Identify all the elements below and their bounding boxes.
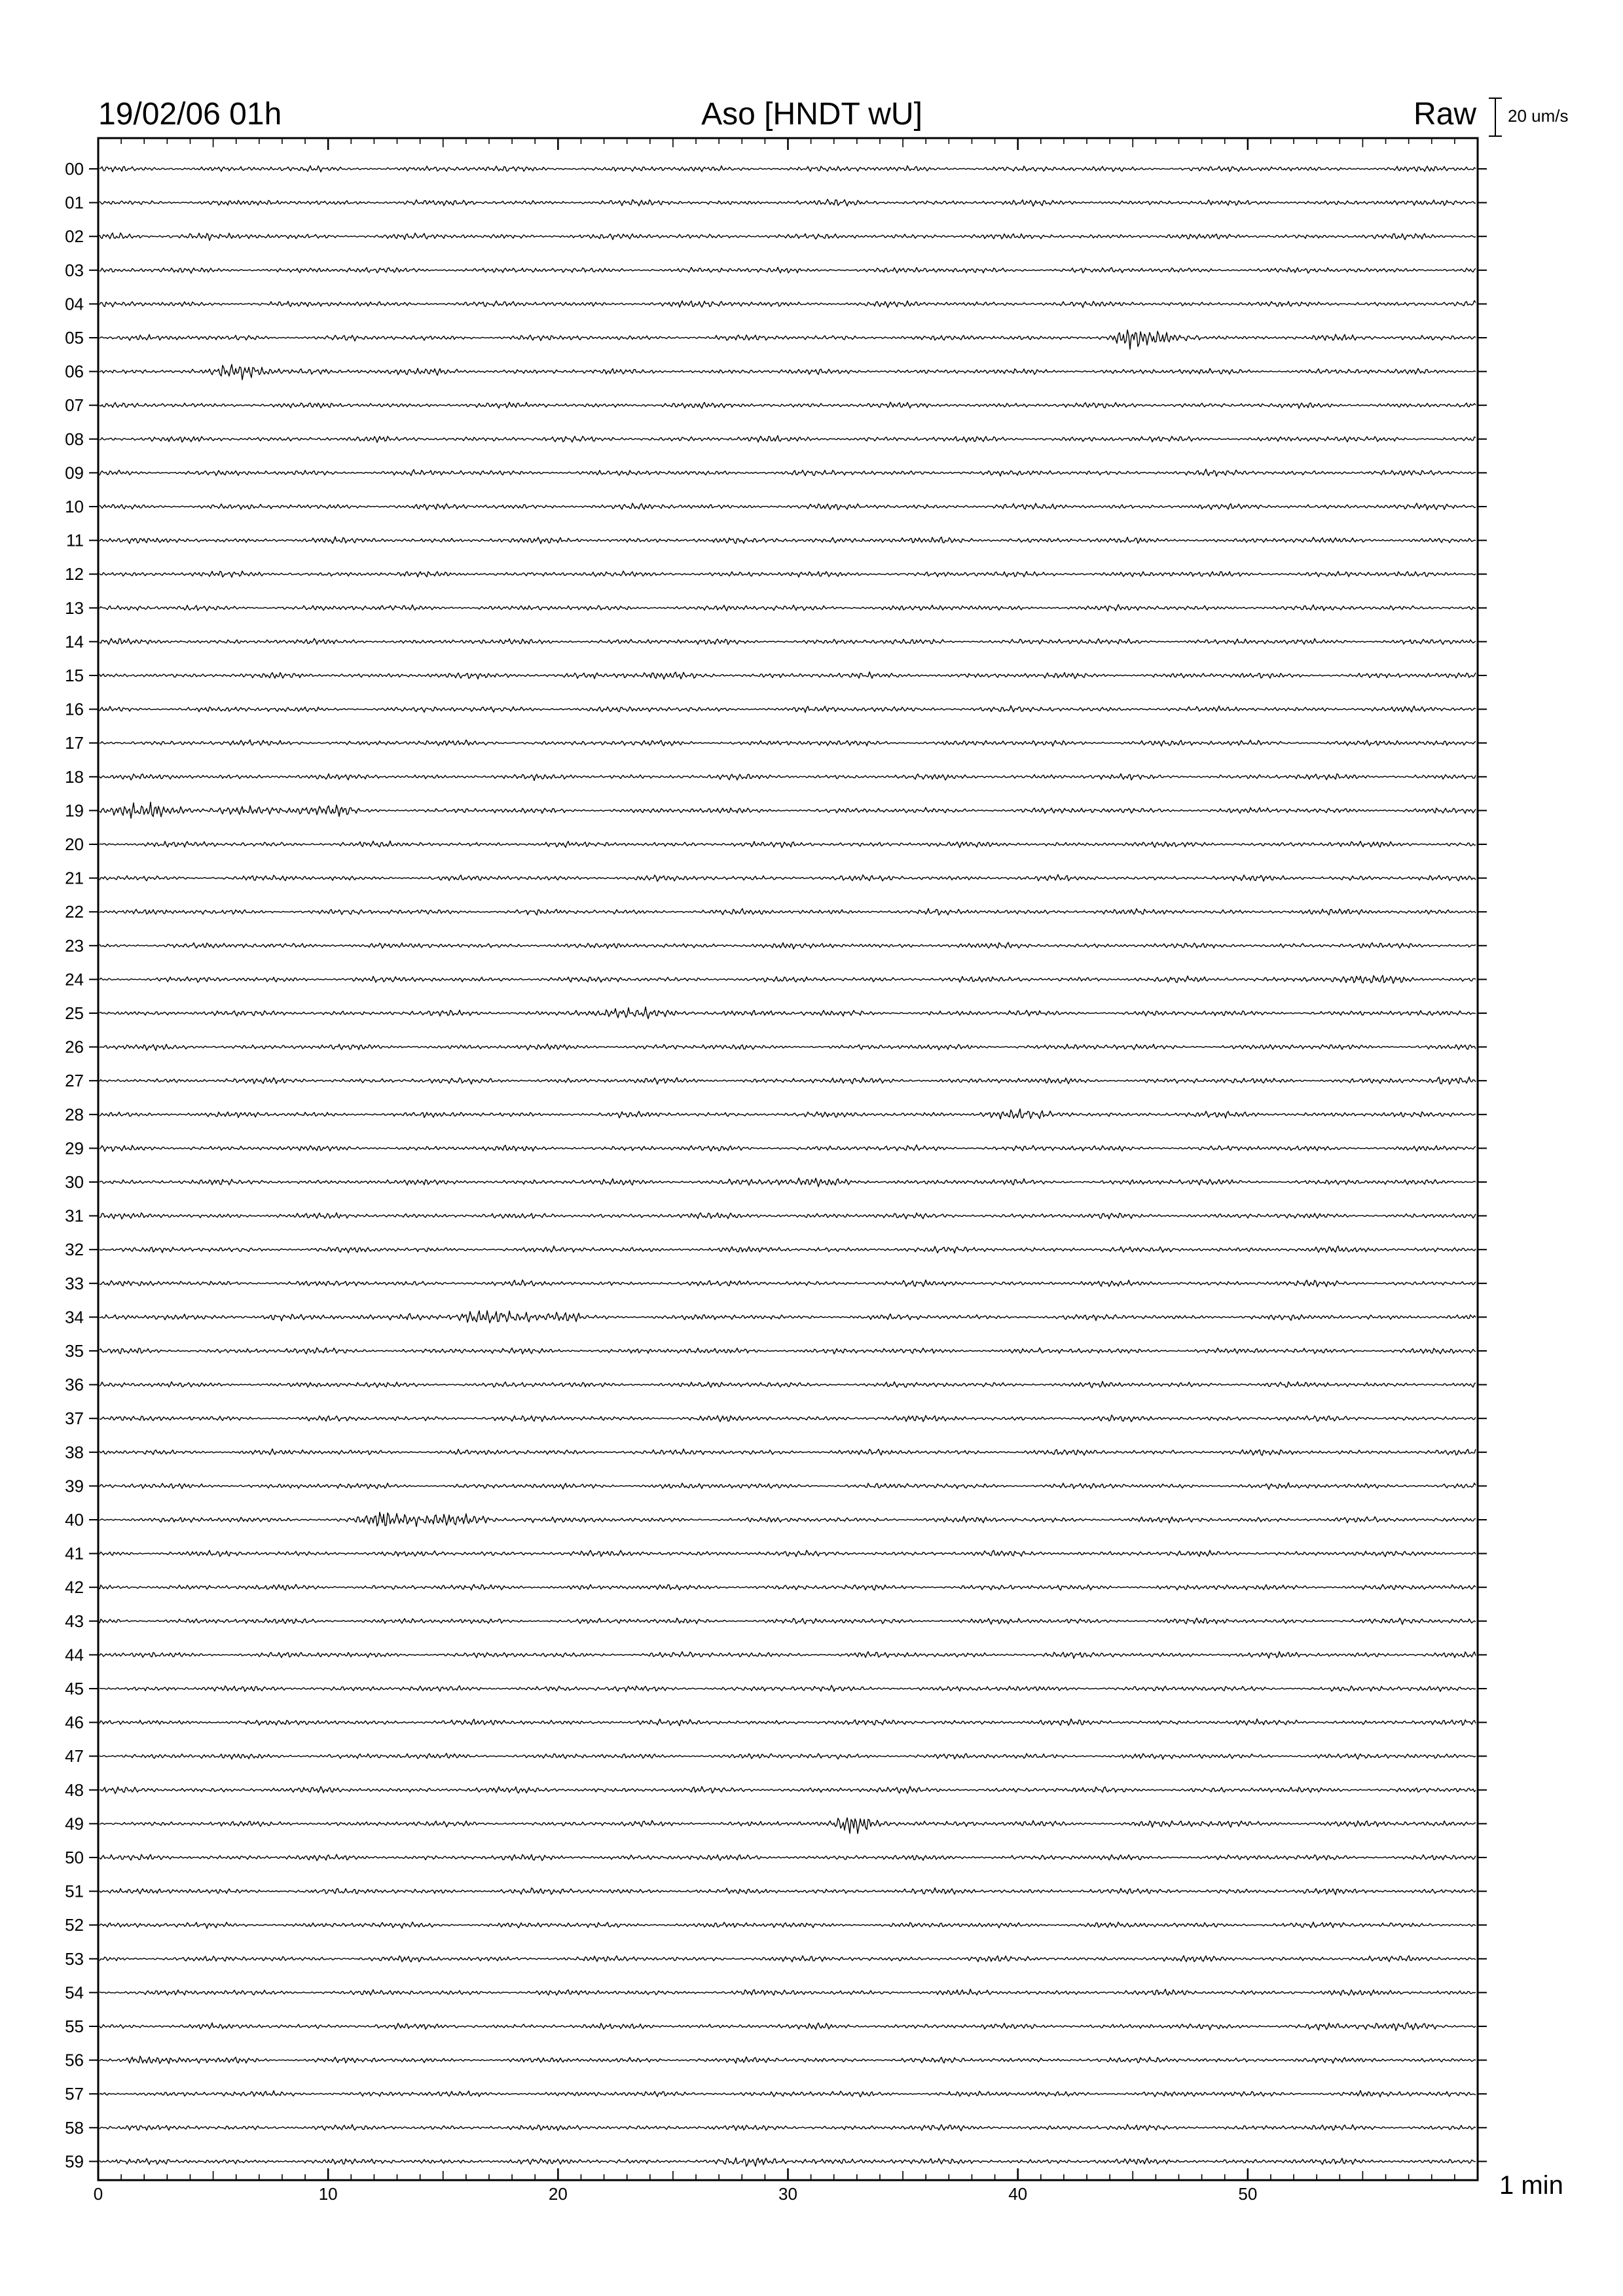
- trace-58: [100, 2125, 1476, 2131]
- row-label-58: 58: [65, 2117, 84, 2138]
- row-label-59: 59: [65, 2151, 84, 2172]
- trace-27: [100, 1077, 1476, 1085]
- trace-22: [100, 908, 1476, 915]
- row-label-24: 24: [65, 969, 84, 990]
- row-label-32: 32: [65, 1240, 84, 1260]
- row-label-03: 03: [65, 260, 84, 280]
- trace-10: [100, 503, 1476, 510]
- row-label-38: 38: [65, 1442, 84, 1462]
- row-label-57: 57: [65, 2084, 84, 2104]
- trace-12: [100, 571, 1476, 578]
- row-label-23: 23: [65, 935, 84, 956]
- row-label-16: 16: [65, 699, 84, 719]
- x-axis: [94, 138, 1478, 2204]
- row-label-12: 12: [65, 564, 84, 584]
- chart-title: Aso [HNDT wU]: [701, 97, 922, 132]
- trace-05: [100, 330, 1476, 349]
- trace-43: [100, 1618, 1476, 1624]
- row-label-04: 04: [65, 294, 84, 314]
- row-label-08: 08: [65, 429, 84, 449]
- x-tick-label-30: 30: [778, 2184, 797, 2204]
- scale-label: 20 um/s: [1508, 106, 1569, 126]
- x-tick-label-40: 40: [1008, 2184, 1028, 2204]
- row-label-33: 33: [65, 1273, 84, 1293]
- row-label-43: 43: [65, 1611, 84, 1631]
- row-label-36: 36: [65, 1374, 84, 1395]
- row-label-42: 42: [65, 1577, 84, 1598]
- trace-31: [100, 1213, 1476, 1219]
- x-tick-label-0: 0: [93, 2184, 103, 2204]
- trace-56: [100, 2056, 1476, 2064]
- row-label-52: 52: [65, 1915, 84, 1935]
- row-label-41: 41: [65, 1543, 84, 1564]
- trace-18: [100, 774, 1476, 781]
- trace-35: [100, 1348, 1476, 1354]
- row-label-07: 07: [65, 395, 84, 416]
- trace-57: [100, 2090, 1476, 2097]
- trace-44: [100, 1651, 1476, 1658]
- row-label-51: 51: [65, 1881, 84, 1901]
- trace-50: [100, 1854, 1476, 1861]
- x-tick-label-50: 50: [1238, 2184, 1258, 2204]
- trace-06: [100, 365, 1476, 380]
- trace-11: [100, 537, 1476, 544]
- x-axis-label: 1 min: [1499, 2171, 1563, 2200]
- trace-28: [100, 1109, 1476, 1119]
- trace-41: [100, 1551, 1476, 1557]
- row-label-25: 25: [65, 1003, 84, 1023]
- row-label-37: 37: [65, 1408, 84, 1429]
- row-label-05: 05: [65, 328, 84, 348]
- row-label-00: 00: [65, 159, 84, 179]
- row-label-18: 18: [65, 766, 84, 787]
- row-label-49: 49: [65, 1814, 84, 1834]
- trace-02: [100, 233, 1476, 241]
- trace-48: [100, 1786, 1476, 1793]
- trace-49: [100, 1818, 1476, 1833]
- trace-30: [100, 1178, 1476, 1187]
- trace-55: [100, 2022, 1476, 2030]
- row-label-46: 46: [65, 1712, 84, 1732]
- trace-25: [100, 1007, 1476, 1018]
- row-label-53: 53: [65, 1948, 84, 1969]
- trace-54: [100, 1989, 1476, 1996]
- row-label-21: 21: [65, 868, 84, 888]
- row-label-50: 50: [65, 1848, 84, 1867]
- row-labels: [65, 159, 1487, 2171]
- amplitude-scale-bar: [1489, 98, 1569, 136]
- row-label-15: 15: [65, 666, 84, 685]
- trace-46: [100, 1719, 1476, 1726]
- row-label-45: 45: [65, 1679, 84, 1698]
- row-label-40: 40: [65, 1510, 84, 1530]
- trace-01: [100, 200, 1476, 207]
- row-label-22: 22: [65, 902, 84, 922]
- x-tick-label-20: 20: [548, 2184, 568, 2204]
- row-label-14: 14: [65, 632, 84, 652]
- row-label-29: 29: [65, 1138, 84, 1158]
- trace-23: [100, 942, 1476, 949]
- trace-15: [100, 672, 1476, 679]
- trace-00: [100, 166, 1476, 171]
- row-label-44: 44: [65, 1645, 84, 1665]
- row-label-55: 55: [65, 2017, 84, 2036]
- trace-52: [100, 1922, 1476, 1929]
- trace-24: [100, 975, 1476, 983]
- row-label-11: 11: [66, 530, 84, 550]
- row-label-27: 27: [65, 1071, 84, 1091]
- row-label-34: 34: [65, 1307, 84, 1327]
- x-tick-label-10: 10: [318, 2184, 338, 2204]
- trace-36: [100, 1382, 1476, 1388]
- trace-34: [100, 1311, 1476, 1323]
- row-label-30: 30: [65, 1172, 84, 1192]
- row-label-09: 09: [65, 463, 84, 483]
- row-label-35: 35: [65, 1341, 84, 1361]
- trace-47: [100, 1753, 1476, 1759]
- trace-37: [100, 1415, 1476, 1422]
- trace-38: [100, 1449, 1476, 1456]
- row-label-28: 28: [65, 1104, 84, 1124]
- row-label-10: 10: [65, 497, 84, 516]
- row-label-06: 06: [65, 361, 84, 382]
- trace-53: [100, 1956, 1476, 1962]
- row-label-01: 01: [65, 192, 84, 213]
- trace-17: [100, 740, 1476, 746]
- trace-33: [100, 1280, 1476, 1287]
- trace-29: [100, 1145, 1476, 1151]
- plot-frame: [98, 138, 1478, 2180]
- row-label-31: 31: [65, 1206, 84, 1226]
- trace-03: [100, 267, 1476, 273]
- header-datetime: 19/02/06 01h: [98, 97, 282, 132]
- row-label-17: 17: [65, 733, 84, 753]
- trace-45: [100, 1685, 1476, 1692]
- trace-14: [100, 639, 1476, 645]
- trace-26: [100, 1044, 1476, 1050]
- row-label-39: 39: [65, 1476, 84, 1496]
- mode-label: Raw: [1413, 97, 1476, 132]
- trace-21: [100, 874, 1476, 881]
- row-label-13: 13: [65, 598, 84, 618]
- trace-16: [100, 706, 1476, 712]
- row-label-02: 02: [65, 226, 84, 247]
- trace-07: [100, 402, 1476, 408]
- trace-51: [100, 1888, 1476, 1895]
- trace-13: [100, 605, 1476, 611]
- row-label-54: 54: [65, 1982, 84, 2003]
- trace-32: [100, 1246, 1476, 1253]
- trace-40: [100, 1512, 1476, 1526]
- row-label-20: 20: [65, 834, 84, 854]
- row-label-48: 48: [65, 1780, 84, 1800]
- trace-39: [100, 1482, 1476, 1489]
- row-label-47: 47: [65, 1746, 84, 1767]
- row-label-56: 56: [65, 2050, 84, 2070]
- trace-19: [100, 802, 1476, 818]
- trace-04: [100, 300, 1476, 308]
- trace-20: [100, 841, 1476, 848]
- traces: [100, 166, 1476, 2166]
- row-label-26: 26: [65, 1037, 84, 1057]
- trace-09: [100, 469, 1476, 476]
- trace-59: [100, 2158, 1476, 2166]
- trace-42: [100, 1585, 1476, 1590]
- trace-08: [100, 436, 1476, 442]
- row-label-19: 19: [65, 800, 84, 821]
